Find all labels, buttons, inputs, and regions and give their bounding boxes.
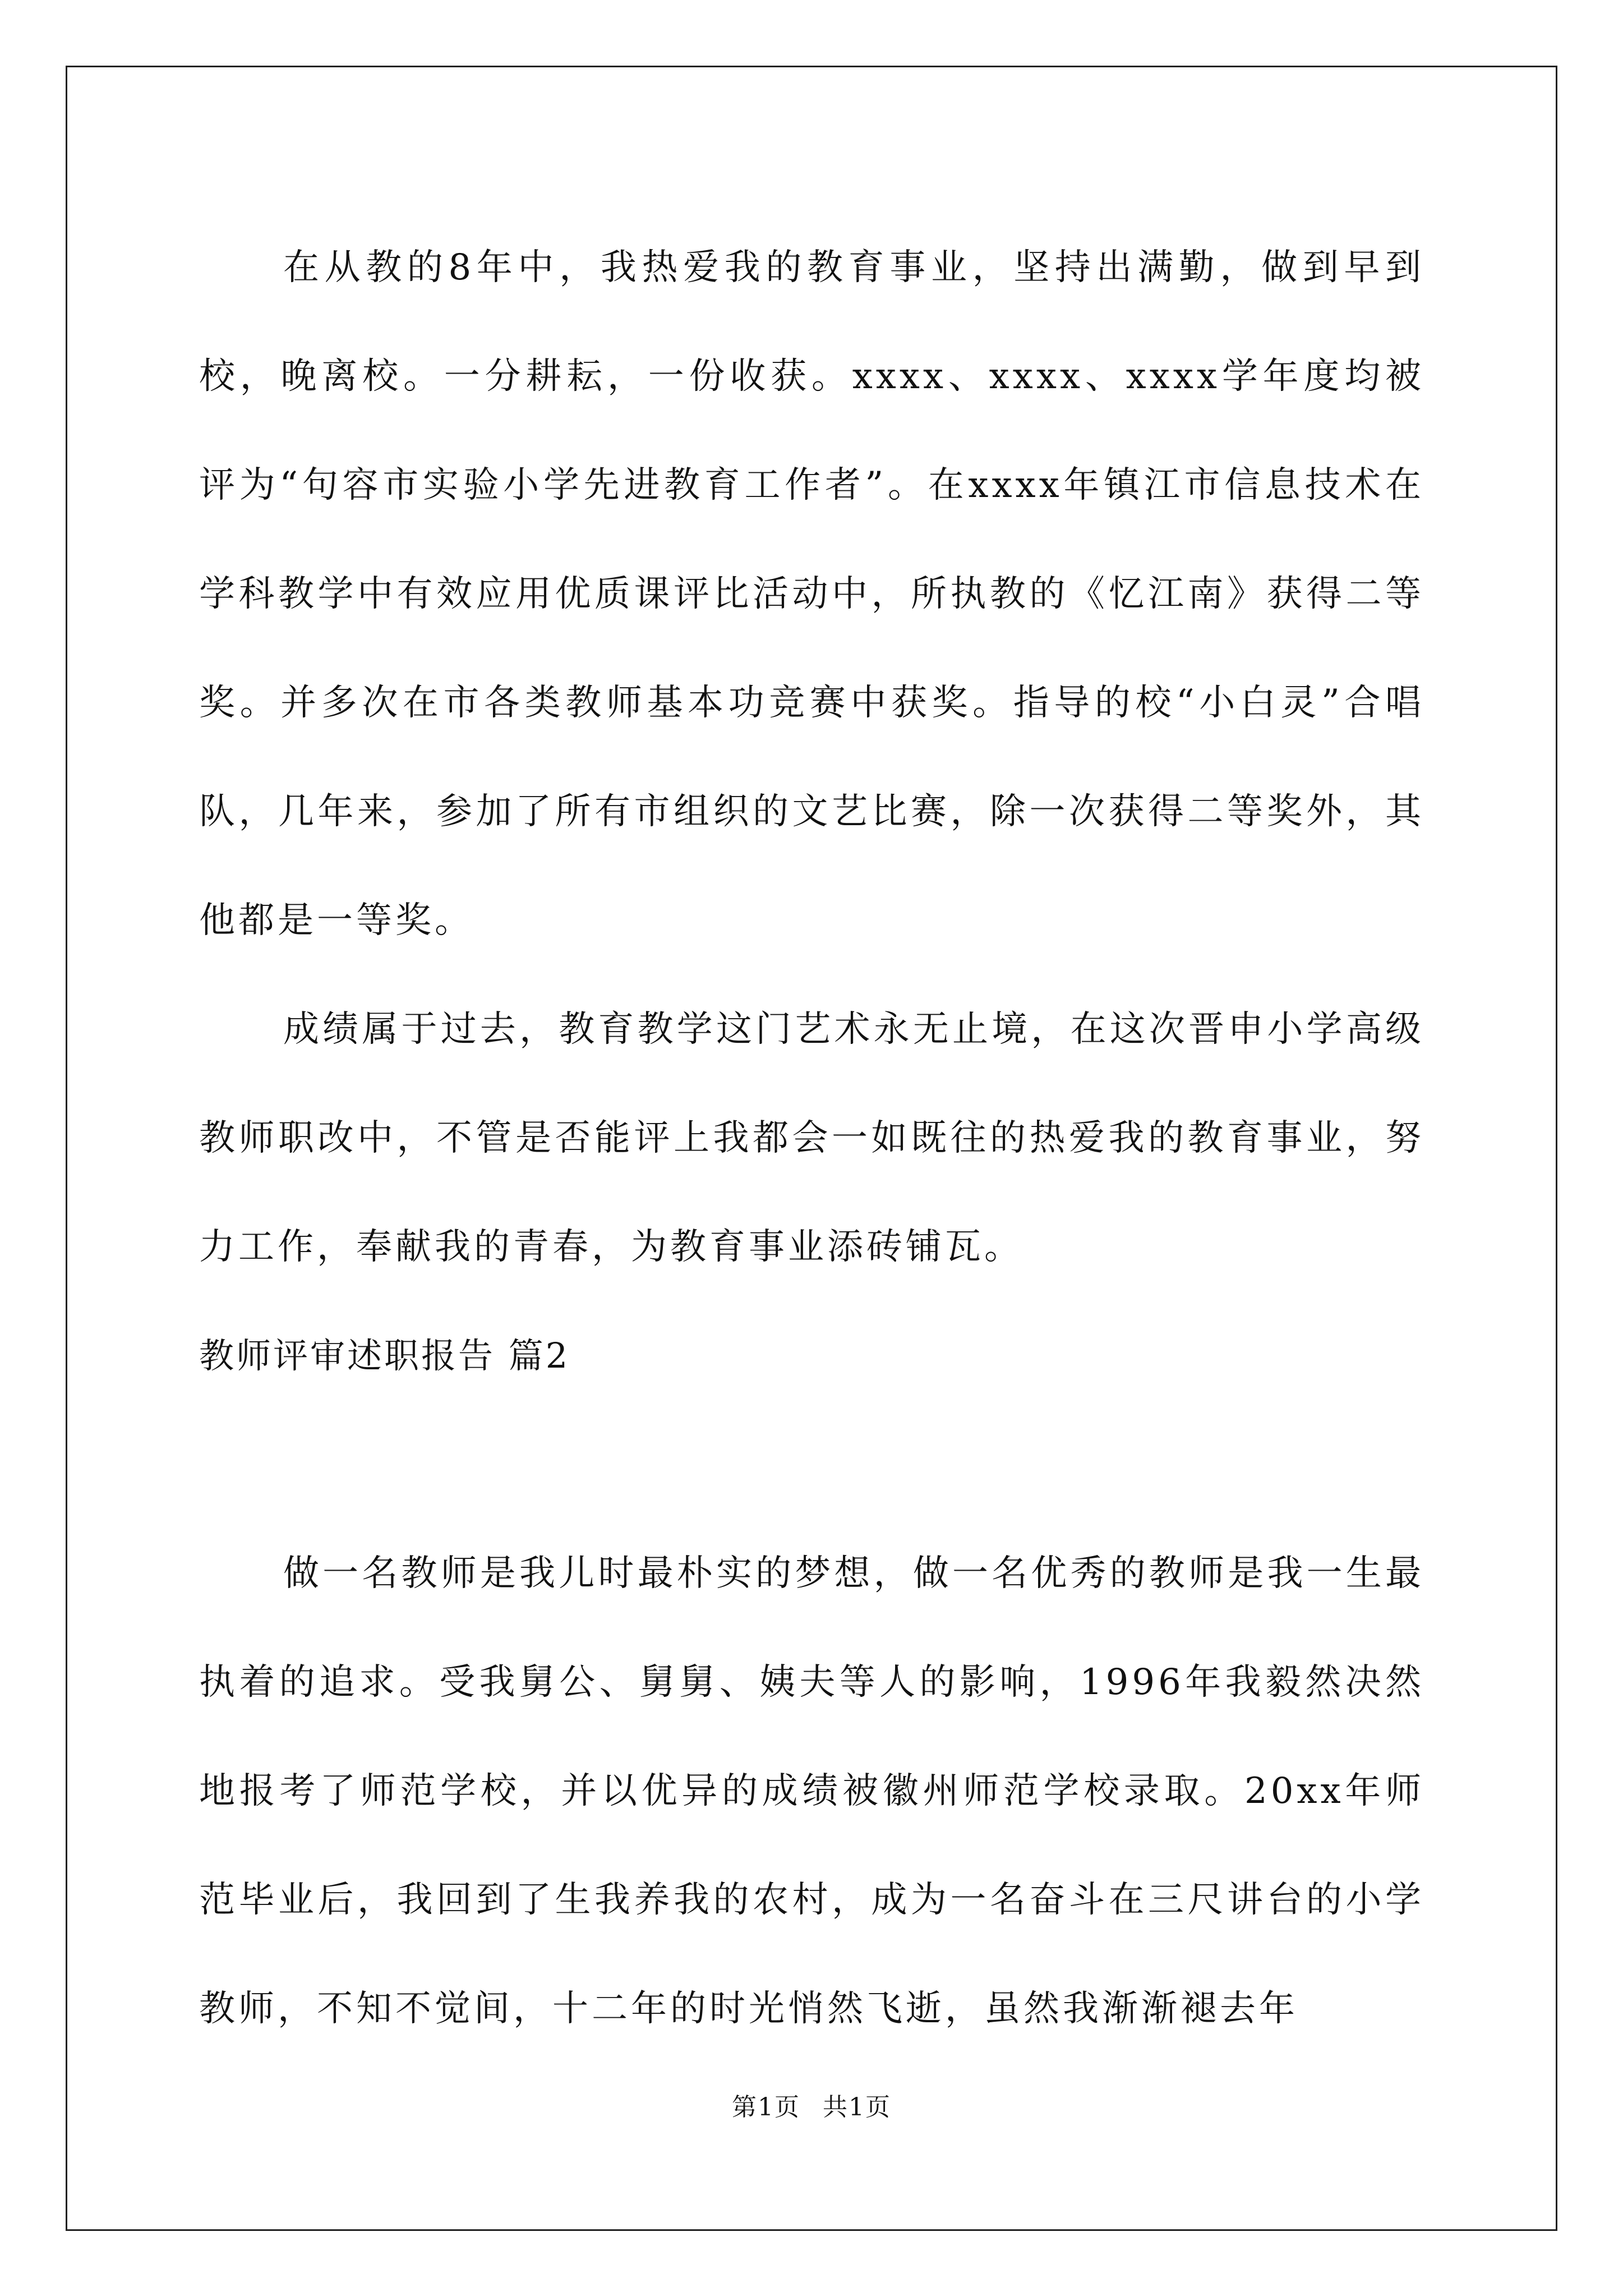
section-heading: 教师评审述职报告 篇2 [199,1335,570,1376]
document-body [199,213,1424,2063]
section-spacer [199,1410,1424,1519]
paragraph-2: 成绩属于过去，教育教学这门艺术永无止境，在这次晋申小学高级教师职改中，不管是否能评上我都会一如既往的热爱我的教育事业，努力工作，奉献我的青春，为教育事业添砖铺瓦。 [199,1009,1424,1268]
page-total: 共1页 [823,2093,891,2122]
paragraph-3: 做一名教师是我儿时最朴实的梦想，做一名优秀的教师是我一生最执着的追求。受我舅公、舅舅、姨夫等人的影响，1996年我毅然决然地报考了师范学校，并以优异的成绩被徽州师范学校录取。20xx年师范毕业后，我回到了生我养我的农村，成为一名奋斗在三尺讲台的小学教师，不知不觉间，十二年的时光悄然飞逝，虽然我渐渐褪去年 [199,1553,1424,2030]
page-footer [0,2087,1623,2123]
paragraph-1: 在从教的8年中，我热爱我的教育事业，坚持出满勤，做到早到校，晚离校。一分耕耘，一份收获。xxxx、xxxx、xxxx学年度均被评为“句容市实验小学先进教育工作者”。在xxxx年镇江市信息技术在学科教学中有效应用优质课评比活动中，所执教的《忆江南》获得二等奖。并多次在市各类教师基本功竞赛中获奖。指导的校“小白灵”合唱队，几年来，参加了所有市组织的文艺比赛，除一次获得二等奖外，其他都是一等奖。 [199,247,1424,941]
page-number: 第1页 [732,2093,800,2122]
